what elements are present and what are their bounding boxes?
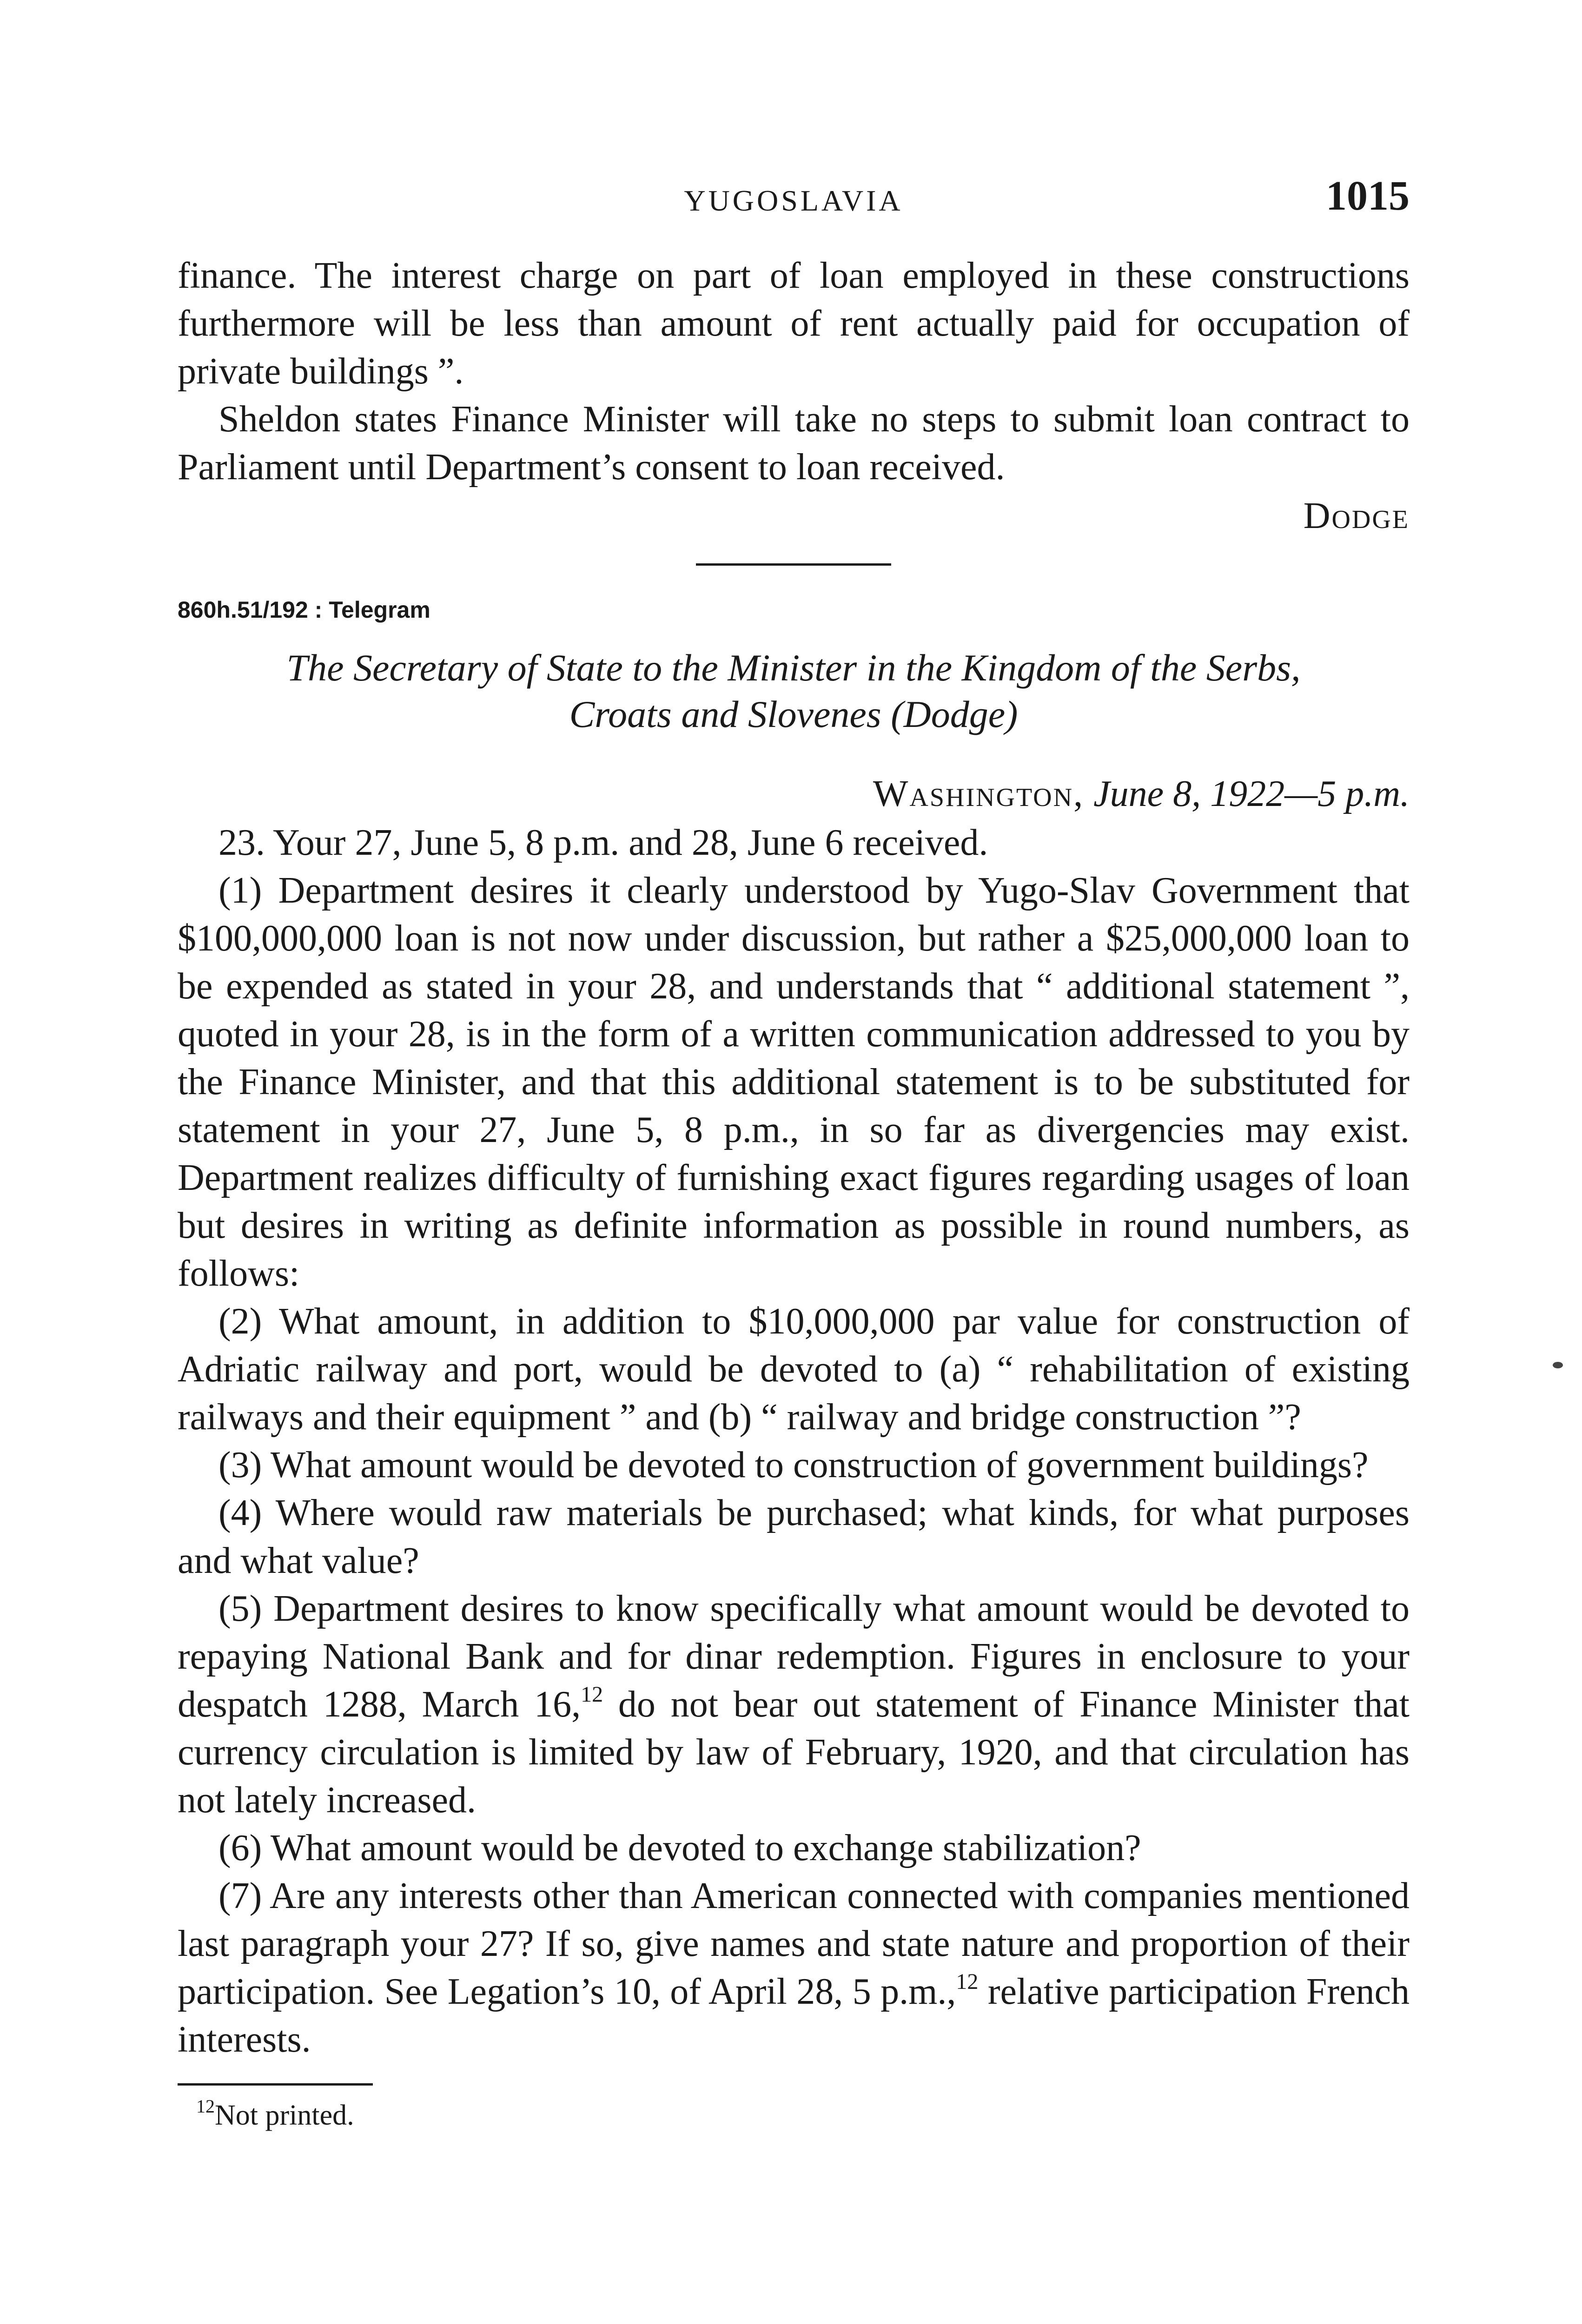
footnote [178,2097,1410,2134]
footnote-text: Not printed. [215,2100,354,2131]
sheldon-paragraph: Sheldon states Finance Minister will take no steps to submit loan contract to Parliament until Department’s consent to loan received. [178,399,1410,488]
telegram-point-5 [178,1585,1410,1824]
telegram-point-7 [178,1872,1410,2064]
document-heading [178,645,1410,738]
telegram-point-6: (6) What amount would be devoted to exchange stabilization? [218,1828,1141,1868]
dateline-date: June 8, 1922—5 p.m. [1093,773,1410,814]
signature: Dodge [1303,495,1410,536]
page-number: 1015 [1326,173,1410,219]
telegram-intro: 23. Your 27, June 5, 8 p.m. and 28, June 6 received. [218,822,988,863]
telegram-point-1: (1) Department desires it clearly understood by Yugo-Slav Government that $100,000,000 loan is not now under discussion, but rather a $25,000,000 loan to be expended as stated in your 28, and understands that “ additional statement ”, quoted in your 28, is in the form of a written communication addressed to you by the Finance Minister, and that this additional statement is to be substituted for statement in your 27, June 5, 8 p.m., in so far as divergencies may exist. Department realizes difficulty of furnishing exact figures regarding usages of loan but desires in writing as definite information as possible in round numbers, as follows: [178,870,1410,1294]
telegram-point-2: (2) What amount, in addition to $10,000,000 par value for construction of Adriatic railway and port, would be devoted to (a) “ rehabilitation of existing railways and their equipment ” and (b) “ railway and bridge construction ”? [178,1301,1410,1438]
telegram-point-4: (4) Where would raw materials be purchased; what kinds, for what purposes and what value? [178,1492,1410,1581]
running-title: YUGOSLAVIA [684,184,903,217]
footnote-ref: 12 [581,1682,603,1707]
running-head [178,172,1410,228]
footnote-divider [178,2083,373,2086]
point-7-text-b: relative participation French interests. [178,1971,1410,2060]
page [178,172,1410,2134]
telegram-point-3: (3) What amount would be devoted to construction of government buildings? [218,1445,1369,1486]
continuation-paragraph: finance. The interest charge on part of loan employed in these constructions furthermore will be less than amount of rent actually paid for occupation of private buildings ”. [178,255,1410,392]
heading-line-2: Croats and Slovenes (Dodge) [569,693,1018,735]
footnote-ref: 12 [956,1969,979,1994]
footnote-mark: 12 [196,2096,215,2117]
file-reference: 860h.51/192 : Telegram [178,597,430,623]
scan-speck [1553,1362,1563,1368]
point-5-text-a: (5) Department desires to know specifically what amount would be devoted to repaying National Bank and for dinar redemption. Figures in enclosure to your despatch 1288, March 16, [178,1588,1410,1725]
point-5-text-b: do not bear out statement of Finance Minister that currency circulation is limited by law of February, 1920, and that circulation has not lately increased. [178,1684,1410,1821]
point-7-text-a: (7) Are any interests other than American connected with companies mentioned last paragraph your 27? If so, give names and state nature and proportion of their participation. See Legation’s 10, of April 28, 5 p.m., [178,1875,1410,2012]
dateline [178,770,1410,818]
section-divider [696,563,891,566]
heading-line-1: The Secretary of State to the Minister in the Kingdom of the Serbs, [286,647,1301,689]
dateline-place: Washington, [873,773,1085,814]
